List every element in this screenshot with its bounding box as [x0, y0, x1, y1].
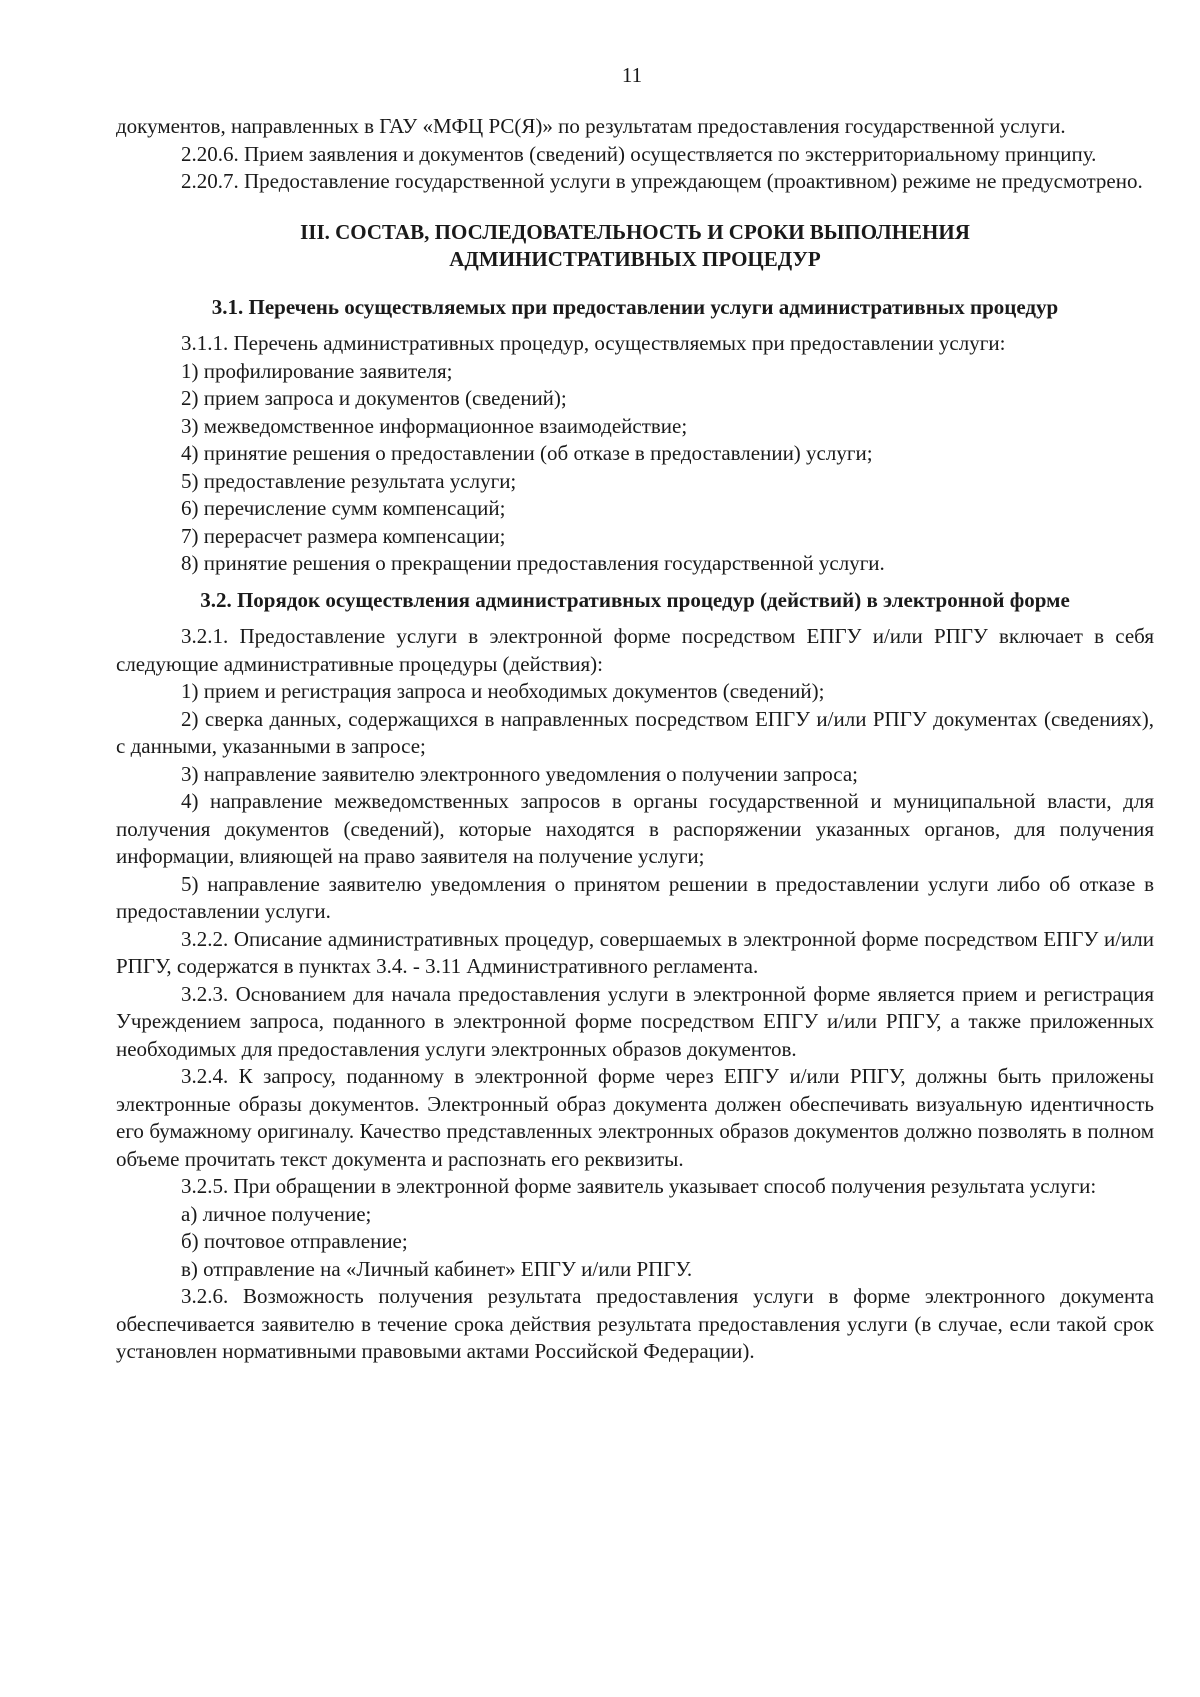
- section-heading: [116, 219, 1154, 274]
- paragraph: 3) межведомственное информационное взаимодействие;: [181, 413, 688, 438]
- subsection-heading: 3.2. Порядок осуществления административных процедур (действий) в электронной форме: [200, 587, 1070, 612]
- paragraph: 3.2.1. Предоставление услуги в электронной форме посредством ЕПГУ и/или РПГУ включает в себя следующие административные процедуры (действия):: [116, 624, 1154, 676]
- paragraph: 3.2.5. При обращении в электронной форме заявитель указывает способ получения результата услуги:: [181, 1174, 1097, 1198]
- paragraph: 5) направление заявителю уведомления о принятом решении в предоставлении услуги либо об отказе в предоставлении услуги.: [116, 871, 1154, 923]
- section-heading-line: АДМИНИСТРАТИВНЫХ ПРОЦЕДУР: [449, 247, 821, 271]
- subsection-heading: 3.1. Перечень осуществляемых при предоставлении услуги административных процедур: [211, 294, 1059, 319]
- paragraph: 6) перечисление сумм компенсаций;: [181, 496, 506, 520]
- page-number: 11: [621, 63, 643, 87]
- paragraph: 3.1.1. Перечень административных процедур, осуществляемых при предоставлении услуги:: [181, 331, 1006, 355]
- paragraph: а) личное получение;: [181, 1201, 372, 1226]
- document-body: [116, 113, 1154, 1366]
- paragraph: 4) принятие решения о предоставлении (об отказе в предоставлении) услуги;: [181, 441, 873, 465]
- paragraph: в) отправление на «Личный кабинет» ЕПГУ и/или РПГУ.: [181, 1256, 693, 1281]
- paragraph: документов, направленных в ГАУ «МФЦ РС(Я)» по результатам предоставления государственной услуги.: [116, 114, 1066, 138]
- paragraph: б) почтовое отправление;: [181, 1229, 408, 1253]
- paragraph: 4) направление межведомственных запросов в органы государственной и муниципальной власти, для получения документов (сведений), которые находятся в распоряжении указанных органов, для получения информации, влияющей на право заявителя на получение услуги;: [116, 789, 1154, 868]
- paragraph: 8) принятие решения о прекращении предоставления государственной услуги.: [181, 551, 885, 575]
- paragraph: 2.20.6. Прием заявления и документов (сведений) осуществляется по экстерриториальному принципу.: [181, 141, 1097, 166]
- paragraph: 3.2.2. Описание административных процедур, совершаемых в электронной форме посредством ЕПГУ и/или РПГУ, содержатся в пунктах 3.4. - 3.11 Административного регламента.: [116, 926, 1154, 978]
- paragraph: 3.2.3. Основанием для начала предоставления услуги в электронной форме является прием и регистрация Учреждением запроса, поданного в электронной форме посредством ЕПГУ и/или РПГУ, а также приложенных необходимых для предоставления услуги электронных образов документов.: [116, 981, 1154, 1061]
- paragraph: 1) прием и регистрация запроса и необходимых документов (сведений);: [181, 679, 825, 703]
- paragraph: 3) направление заявителю электронного уведомления о получении запроса;: [181, 761, 858, 786]
- paragraph: 1) профилирование заявителя;: [181, 358, 453, 383]
- paragraph: 5) предоставление результата услуги;: [181, 468, 517, 493]
- paragraph: 2.20.7. Предоставление государственной услуги в упреждающем (проактивном) режиме не предусмотрено.: [181, 169, 1143, 193]
- paragraph: 7) перерасчет размера компенсации;: [181, 523, 506, 548]
- paragraph: 2) прием запроса и документов (сведений);: [181, 386, 567, 410]
- paragraph: 3.2.6. Возможность получения результата предоставления услуги в форме электронного документа обеспечивается заявителю в течение срока действия результата предоставления услуги (в случае, если такой срок установлен нормативными правовыми актами Российской Федерации).: [116, 1284, 1154, 1363]
- paragraph: 3.2.4. К запросу, поданному в электронной форме через ЕПГУ и/или РПГУ, должны быть приложены электронные образы документов. Электронный образ документа должен обеспечивать визуальную идентичность его бумажному оригиналу. Качество представленных электронных образов документов должно позволять в полном объеме прочитать текст документа и распознать его реквизиты.: [116, 1064, 1154, 1171]
- paragraph: 2) сверка данных, содержащихся в направленных посредством ЕПГУ и/или РПГУ документах (сведениях), с данными, указанными в запросе;: [116, 706, 1154, 758]
- section-heading-line: III. СОСТАВ, ПОСЛЕДОВАТЕЛЬНОСТЬ И СРОКИ ВЫПОЛНЕНИЯ: [300, 219, 970, 244]
